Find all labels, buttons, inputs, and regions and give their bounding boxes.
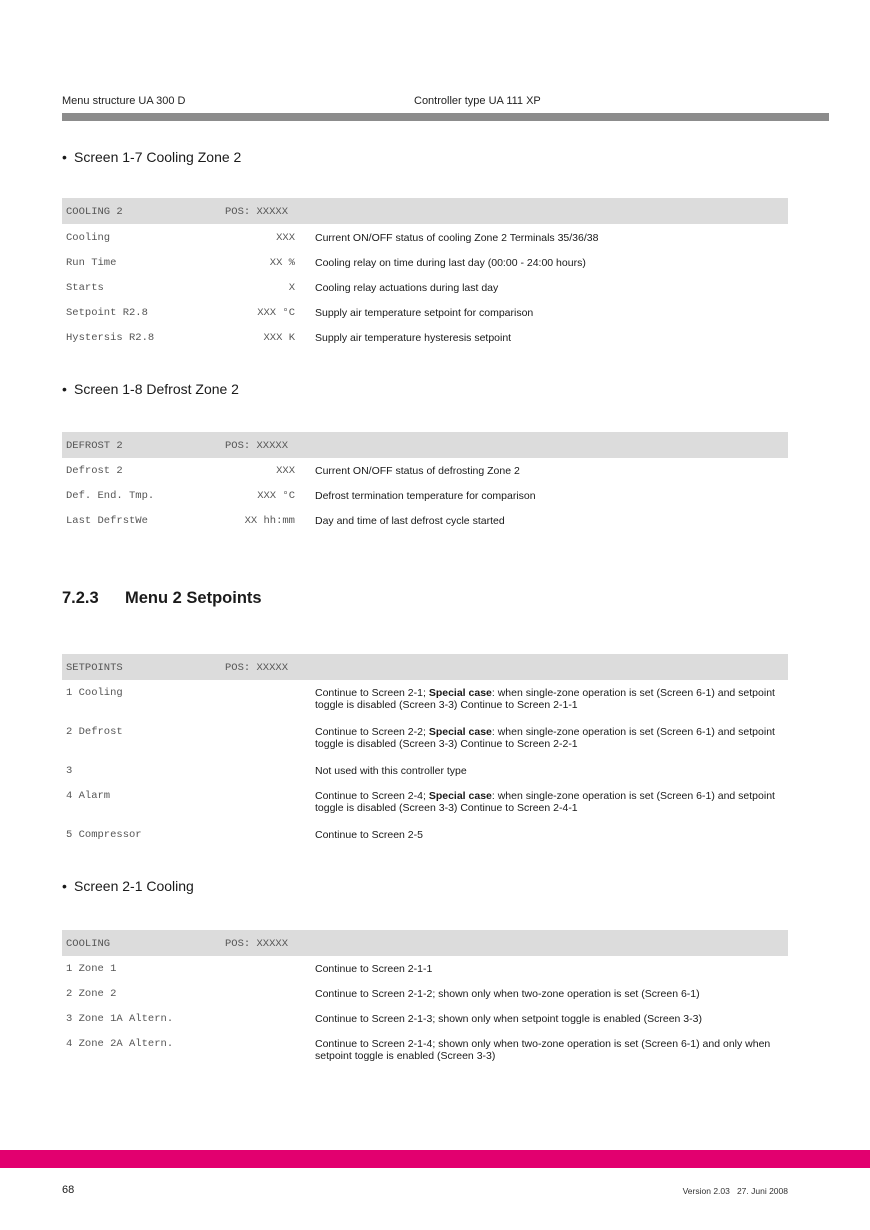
- screen-2-1-heading: [62, 878, 194, 894]
- header-divider: [62, 113, 829, 121]
- setpoints-table: [62, 654, 788, 854]
- table-header: [62, 930, 788, 956]
- bullet-icon: •: [62, 381, 67, 397]
- table-row: [62, 332, 788, 357]
- table-header-name: SETPOINTS: [66, 662, 123, 674]
- table-header-name: COOLING 2: [66, 206, 123, 218]
- row-label: 5 Compressor: [66, 829, 142, 841]
- table-header-pos: POS: XXXXX: [225, 206, 289, 218]
- table-header-pos: POS: XXXXX: [225, 662, 289, 674]
- table-row: [62, 726, 788, 765]
- row-description: Supply air temperature hysteresis setpoint: [315, 332, 512, 344]
- table-row: [62, 257, 788, 282]
- row-description: [315, 790, 785, 814]
- row-description: [315, 726, 785, 750]
- header-controller-type: Controller type UA 111 XP: [414, 95, 541, 107]
- row-label: 2 Defrost: [66, 726, 123, 738]
- row-description: Day and time of last defrost cycle started: [315, 515, 505, 527]
- row-value: XXX: [276, 232, 295, 244]
- section-title: Menu 2 Setpoints: [125, 589, 262, 607]
- row-value: XXX: [276, 465, 295, 477]
- row-label: Setpoint R2.8: [66, 307, 148, 319]
- table-row: [62, 988, 788, 1013]
- row-description: [315, 687, 785, 711]
- screen-2-1-table: [62, 930, 788, 1077]
- table-header-name: COOLING: [66, 938, 111, 950]
- table-row: [62, 307, 788, 332]
- table-row: [62, 465, 788, 490]
- special-case-label: Special case: [428, 687, 492, 699]
- row-label: Starts: [66, 282, 104, 294]
- row-label: Hystersis R2.8: [66, 332, 155, 344]
- row-description: Supply air temperature setpoint for comparison: [315, 307, 534, 319]
- special-case-label: Special case: [428, 726, 492, 738]
- row-label: 3 Zone 1A Altern.: [66, 1013, 174, 1025]
- row-description: Continue to Screen 2-1-4; shown only when two-zone operation is set (Screen 6-1) and only when setpoint toggle is enabled (Screen 3-3): [315, 1038, 771, 1062]
- desc-suffix: : when single-zone operation is set (Screen 6-1) and setpoint toggle is disabled (Screen 3-3) Continue to Screen 2-4-1: [315, 790, 775, 814]
- screen-1-8-heading: [62, 381, 239, 397]
- row-description: Continue to Screen 2-1-3; shown only when setpoint toggle is enabled (Screen 3-3): [315, 1013, 702, 1025]
- section-number: 7.2.3: [62, 589, 99, 607]
- table-row: [62, 687, 788, 726]
- row-label: 4 Zone 2A Altern.: [66, 1038, 174, 1050]
- row-value: XXX °C: [257, 307, 295, 319]
- desc-suffix: : when single-zone operation is set (Screen 6-1) and setpoint toggle is disabled (Screen 3-3) Continue to Screen 2-2-1: [315, 726, 775, 750]
- desc-prefix: Continue to Screen 2-2;: [315, 726, 429, 738]
- row-label: 4 Alarm: [66, 790, 111, 802]
- table-row: [62, 232, 788, 257]
- table-row: [62, 1013, 788, 1038]
- footer-accent-bar: [0, 1150, 870, 1168]
- screen-1-7-heading: [62, 149, 241, 165]
- row-label: 3: [66, 765, 73, 777]
- row-description: Current ON/OFF status of cooling Zone 2 Terminals 35/36/38: [315, 232, 599, 244]
- row-description: Cooling relay on time during last day (00:00 - 24:00 hours): [315, 257, 586, 269]
- special-case-label: Special case: [428, 790, 492, 802]
- row-description: Current ON/OFF status of defrosting Zone 2: [315, 465, 520, 477]
- table-header-pos: POS: XXXXX: [225, 440, 289, 452]
- row-label: 1 Cooling: [66, 687, 123, 699]
- screen-1-7-title: Screen 1-7 Cooling Zone 2: [74, 149, 242, 165]
- row-label: 1 Zone 1: [66, 963, 117, 975]
- page-number: 68: [62, 1184, 75, 1196]
- table-row: [62, 963, 788, 988]
- row-value: XXX °C: [257, 490, 295, 502]
- screen-1-8-table: [62, 432, 788, 540]
- desc-suffix: : when single-zone operation is set (Screen 6-1) and setpoint toggle is disabled (Screen 3-3) Continue to Screen 2-1-1: [315, 687, 775, 711]
- row-description: Continue to Screen 2-1-2; shown only when two-zone operation is set (Screen 6-1): [315, 988, 700, 1000]
- table-header-pos: POS: XXXXX: [225, 938, 289, 950]
- table-row: [62, 515, 788, 540]
- version-info: Version 2.03 27. Juni 2008: [682, 1186, 788, 1196]
- table-row: [62, 490, 788, 515]
- row-label: Cooling: [66, 232, 111, 244]
- row-description: Continue to Screen 2-1-1: [315, 963, 433, 975]
- row-description: Cooling relay actuations during last day: [315, 282, 499, 294]
- table-header: [62, 432, 788, 458]
- table-row: [62, 282, 788, 307]
- table-row: [62, 829, 788, 854]
- screen-1-7-table: [62, 198, 788, 357]
- screen-2-1-title: Screen 2-1 Cooling: [74, 878, 194, 894]
- row-description: Defrost termination temperature for comparison: [315, 490, 536, 502]
- table-header: [62, 198, 788, 224]
- row-description: Not used with this controller type: [315, 765, 467, 777]
- screen-1-8-title: Screen 1-8 Defrost Zone 2: [74, 381, 239, 397]
- section-heading: [62, 589, 262, 608]
- row-value: XXX K: [263, 332, 295, 344]
- table-header: [62, 654, 788, 680]
- row-label: Def. End. Tmp.: [66, 490, 155, 502]
- bullet-icon: •: [62, 878, 67, 894]
- row-label: Last DefrstWe: [66, 515, 148, 527]
- table-row: [62, 765, 788, 790]
- table-row: [62, 1038, 788, 1077]
- row-value: X: [288, 282, 295, 294]
- header-document-title: Menu structure UA 300 D: [62, 95, 186, 107]
- row-value: XX hh:mm: [244, 515, 295, 527]
- table-row: [62, 790, 788, 829]
- row-label: Run Time: [66, 257, 117, 269]
- bullet-icon: •: [62, 149, 67, 165]
- row-label: Defrost 2: [66, 465, 123, 477]
- desc-prefix: Continue to Screen 2-1;: [315, 687, 429, 699]
- table-header-name: DEFROST 2: [66, 440, 123, 452]
- desc-prefix: Continue to Screen 2-4;: [315, 790, 429, 802]
- row-label: 2 Zone 2: [66, 988, 117, 1000]
- row-value: XX %: [269, 257, 295, 269]
- row-description: Continue to Screen 2-5: [315, 829, 423, 841]
